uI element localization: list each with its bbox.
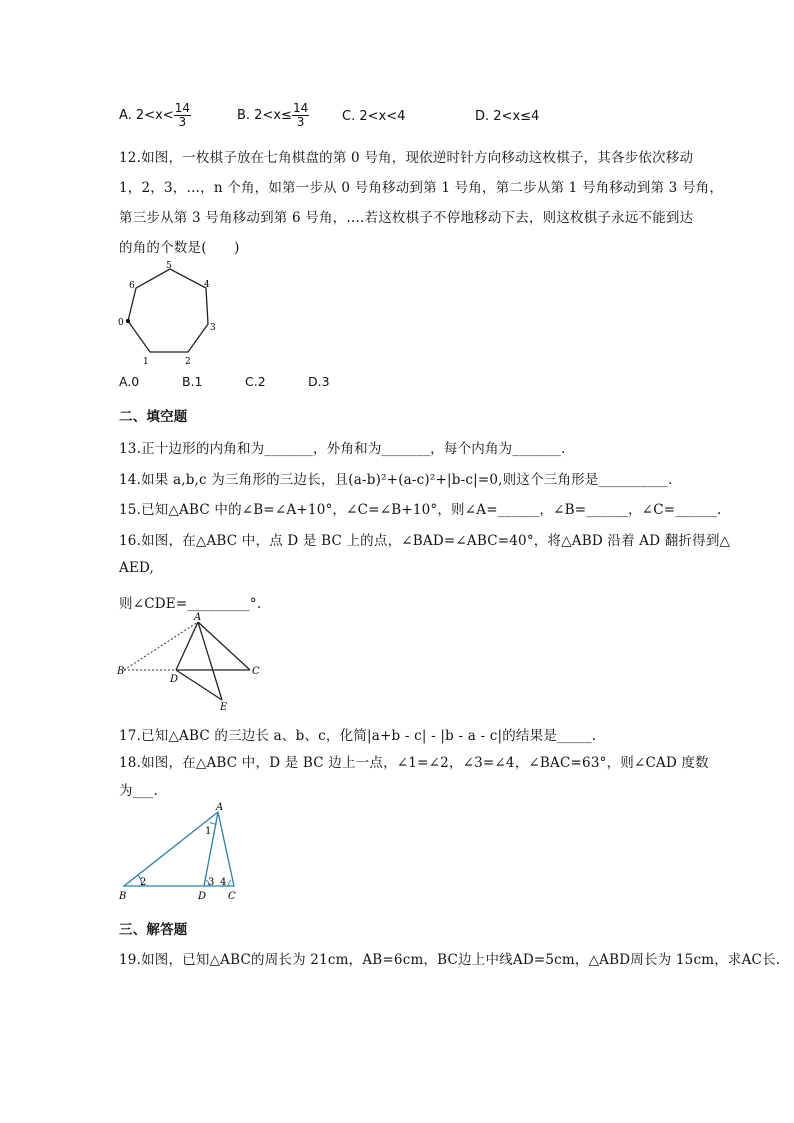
fraction-denominator: 3 (178, 115, 187, 129)
corner-label-2: 2 (185, 357, 191, 366)
point-label-e: E (220, 702, 228, 712)
fraction-numerator: 14 (292, 101, 309, 115)
q14-text: 14.如果 a,b,c 为三角形的三边长，且(a-b)²+(a-c)²+|b-c|=0,则这个三角形是__________. (119, 472, 673, 488)
fold-triangle-figure (114, 612, 264, 712)
segment-ad (176, 622, 198, 670)
segment-de (176, 670, 222, 700)
q12-line-4: 的角的个数是( ) (119, 240, 240, 256)
q12-option-b: B.1 (182, 374, 203, 389)
heptagon-figure (114, 258, 224, 366)
angle-label-1: 1 (205, 826, 212, 837)
option-a-text: A. 2<x< (119, 108, 174, 123)
section-heading-solutions: 三、解答题 (119, 922, 188, 938)
point-label-c: C (252, 666, 260, 677)
corner-label-6: 6 (129, 281, 135, 291)
q19-text: 19.如图，已知△ABC的周长为 21cm，AB=6cm，BC边上中线AD=5cm，△ABD周长为 15cm，求AC长. (119, 952, 781, 968)
q15-text: 15.已知△ABC 中的∠B=∠A+10°，∠C=∠B+10°，则∠A=______，∠B=______，∠C=______. (119, 502, 722, 518)
fraction (292, 102, 309, 129)
corner-label-1: 1 (143, 357, 149, 366)
corner-label-3: 3 (210, 323, 216, 333)
point-label-b: B (117, 666, 125, 677)
q12-option-d: D.3 (308, 374, 330, 389)
corner-label-4: 4 (204, 280, 210, 290)
corner-label-5: 5 (166, 261, 172, 271)
fraction-numerator: 14 (174, 101, 190, 115)
heptagon-shape (128, 269, 208, 352)
point-label-a: A (194, 612, 202, 623)
q16-line-3: 则∠CDE=_________°. (119, 596, 262, 612)
angle-label-4: 4 (220, 877, 227, 888)
point-label-b: B (119, 891, 127, 902)
corner-label-0: 0 (118, 318, 124, 328)
q12-option-c: C.2 (245, 374, 266, 389)
point-label-d: D (198, 891, 207, 902)
point-label-a: A (216, 802, 224, 813)
q18-line-2: 为___. (119, 783, 159, 799)
q12-line-3: 第三步从第 3 号角移动到第 6 号角，….若这枚棋子不停地移动下去，则这枚棋子永远不能到达 (119, 210, 694, 226)
q13-text: 13.正十边形的内角和为_______，外角和为_______，每个内角为_______. (119, 441, 566, 457)
fraction (174, 102, 191, 129)
q12-option-a: A.0 (119, 374, 140, 389)
section-heading-fill-in: 二、填空题 (119, 409, 188, 425)
triangle-abc-figure (114, 800, 254, 904)
q16-line-1: 16.如图，在△ABC 中，点 D 是 BC 上的点，∠BAD=∠ABC=40°，将△ABD 沿着 AD 翻折得到△ (119, 533, 731, 549)
q12-line-1: 12.如图，一枚棋子放在七角棋盘的第 0 号角，现依逆时针方向移动这枚棋子，其各步依次移动 (119, 150, 694, 166)
q17-text: 17.已知△ABC 的三边长 a、b、c，化简|a+b - c| - |b - a - c|的结果是_____. (119, 728, 597, 744)
triangle-abc (124, 812, 234, 886)
option-b (237, 102, 309, 129)
angle-label-3: 3 (208, 877, 215, 888)
chess-piece (126, 319, 130, 323)
q12-line-2: 1，2，3，…，n 个角，如第一步从 0 号角移动到第 1 号角，第二步从第 1 号角移动到第 3 号角， (119, 180, 724, 196)
q16-line-2: AED, (119, 560, 155, 576)
option-a (119, 102, 191, 129)
option-c: C. 2<x<4 (342, 109, 406, 124)
point-label-d: D (170, 674, 179, 685)
option-b-text: B. 2<x≤ (237, 108, 292, 123)
fraction-denominator: 3 (296, 115, 305, 129)
point-label-c: C (228, 891, 236, 902)
angle-4-arc (229, 880, 231, 886)
q18-line-1: 18.如图，在△ABC 中，D 是 BC 边上一点，∠1=∠2，∠3=∠4，∠BAC=63°，则∠CAD 度数 (119, 755, 709, 771)
option-d: D. 2<x≤4 (475, 109, 540, 124)
angle-label-2: 2 (140, 877, 147, 888)
